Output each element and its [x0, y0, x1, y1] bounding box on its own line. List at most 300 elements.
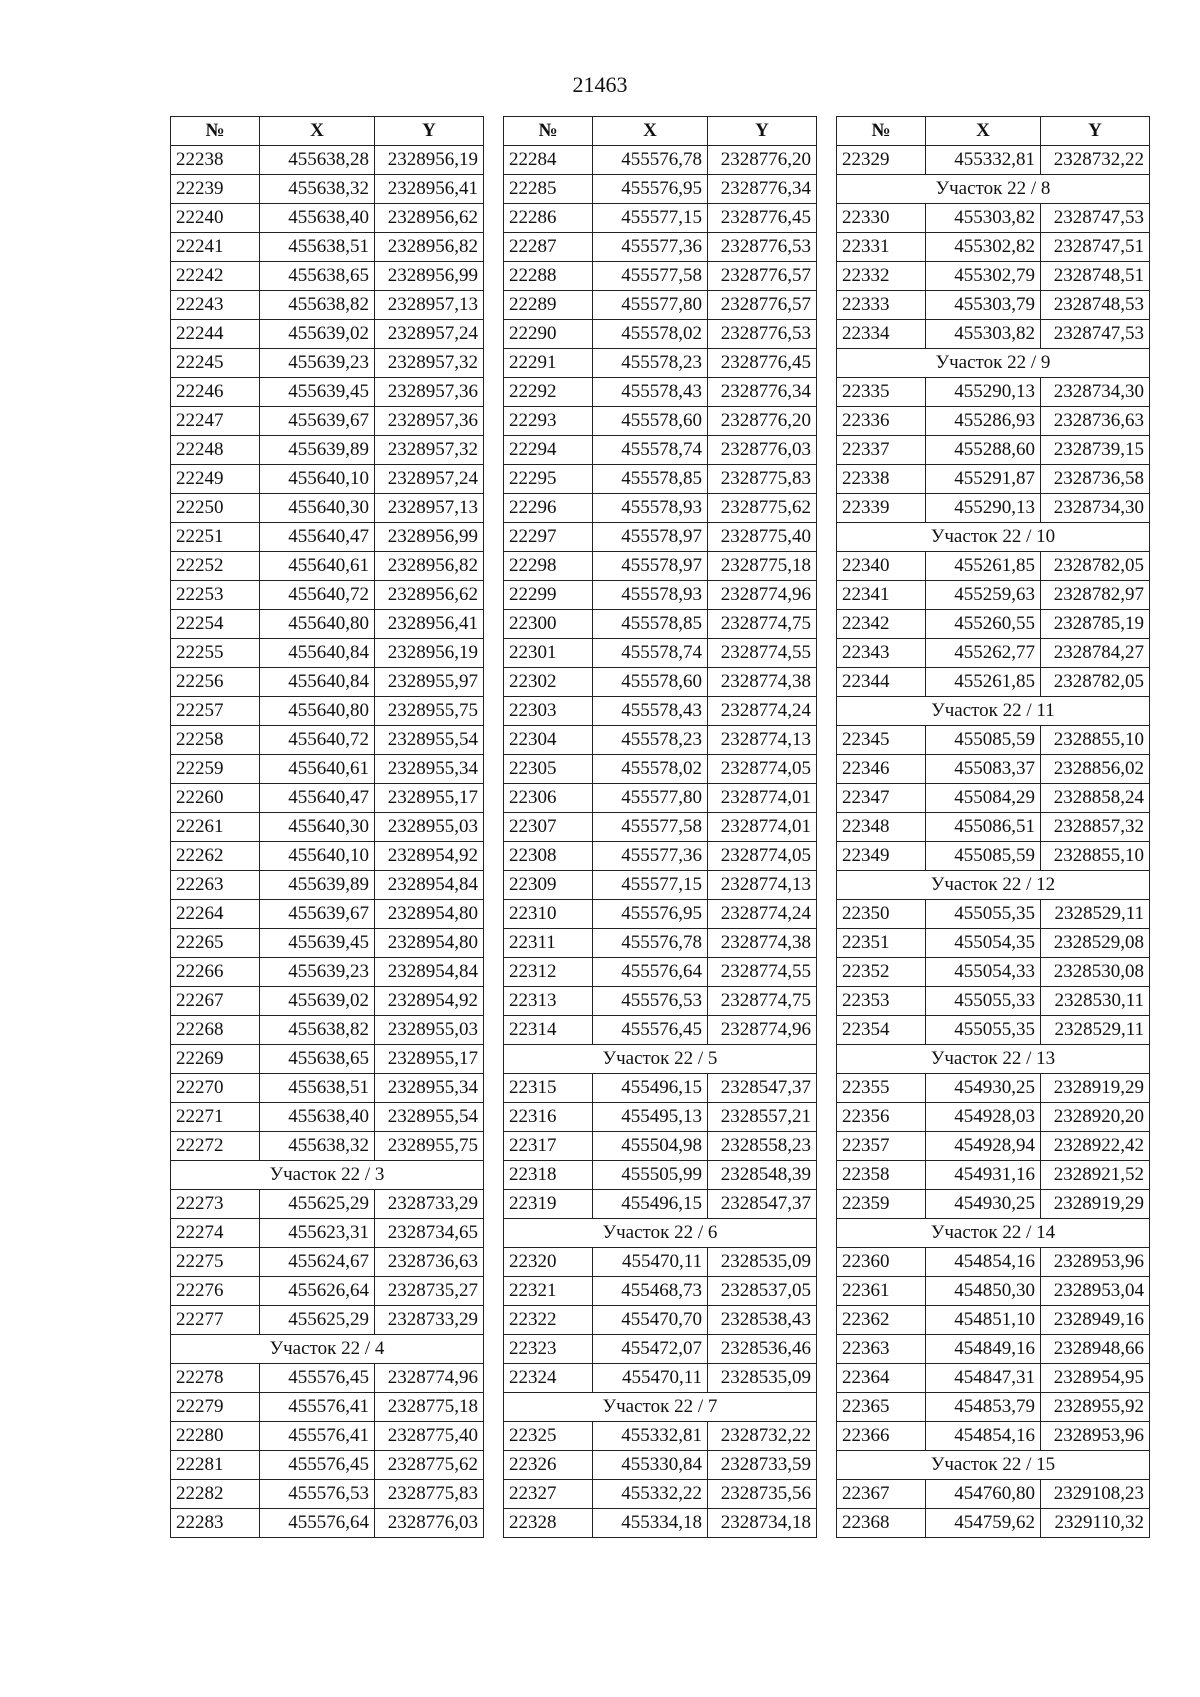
table-row [837, 668, 1150, 697]
table-row [171, 842, 484, 871]
y-coordinate: 2328953,04 [1041, 1277, 1150, 1306]
table-row [504, 639, 817, 668]
table-row [504, 784, 817, 813]
table-row [837, 639, 1150, 668]
table-row [504, 1074, 817, 1103]
y-coordinate: 2328955,03 [375, 1016, 484, 1045]
y-coordinate: 2328774,01 [708, 784, 817, 813]
x-coordinate: 455577,36 [593, 233, 708, 262]
y-coordinate: 2328776,34 [708, 378, 817, 407]
table-row [171, 1103, 484, 1132]
x-coordinate: 455086,51 [926, 813, 1041, 842]
y-coordinate: 2328955,17 [375, 784, 484, 813]
y-coordinate: 2328776,45 [708, 204, 817, 233]
x-coordinate: 455623,31 [260, 1219, 375, 1248]
y-coordinate: 2328747,53 [1041, 204, 1150, 233]
point-number: 22271 [171, 1103, 260, 1132]
table-row [504, 1509, 817, 1538]
y-coordinate: 2328857,32 [1041, 813, 1150, 842]
section-row [504, 1045, 817, 1074]
x-coordinate: 455640,72 [260, 581, 375, 610]
point-number: 22266 [171, 958, 260, 987]
table-row [171, 958, 484, 987]
table-row [171, 1306, 484, 1335]
point-number: 22258 [171, 726, 260, 755]
table-row [171, 436, 484, 465]
point-number: 22338 [837, 465, 926, 494]
y-coordinate: 2328774,55 [708, 958, 817, 987]
table-row [837, 1393, 1150, 1422]
table-row [504, 1451, 817, 1480]
table-row [837, 407, 1150, 436]
y-coordinate: 2328920,20 [1041, 1103, 1150, 1132]
y-coordinate: 2328956,19 [375, 146, 484, 175]
x-coordinate: 455640,10 [260, 465, 375, 494]
y-coordinate: 2328954,84 [375, 871, 484, 900]
point-number: 22360 [837, 1248, 926, 1277]
y-coordinate: 2328955,34 [375, 1074, 484, 1103]
table-row [504, 1161, 817, 1190]
x-coordinate: 455625,29 [260, 1190, 375, 1219]
x-coordinate: 455290,13 [926, 494, 1041, 523]
x-coordinate: 455576,41 [260, 1422, 375, 1451]
y-coordinate: 2328955,97 [375, 668, 484, 697]
point-number: 22330 [837, 204, 926, 233]
header-y: Y [1041, 117, 1150, 146]
x-coordinate: 455302,82 [926, 233, 1041, 262]
table-row [504, 610, 817, 639]
table-row [837, 726, 1150, 755]
x-coordinate: 455578,60 [593, 407, 708, 436]
header-y: Y [375, 117, 484, 146]
coordinates-table [836, 116, 1150, 1538]
y-coordinate: 2328776,34 [708, 175, 817, 204]
point-number: 22315 [504, 1074, 593, 1103]
point-number: 22279 [171, 1393, 260, 1422]
section-row [504, 1393, 817, 1422]
x-coordinate: 455302,79 [926, 262, 1041, 291]
x-coordinate: 455470,11 [593, 1248, 708, 1277]
y-coordinate: 2328774,96 [708, 1016, 817, 1045]
point-number: 22296 [504, 494, 593, 523]
y-coordinate: 2328775,40 [375, 1422, 484, 1451]
point-number: 22262 [171, 842, 260, 871]
y-coordinate: 2328922,42 [1041, 1132, 1150, 1161]
y-coordinate: 2328776,53 [708, 233, 817, 262]
y-coordinate: 2328776,03 [375, 1509, 484, 1538]
point-number: 22295 [504, 465, 593, 494]
x-coordinate: 454849,16 [926, 1335, 1041, 1364]
table-row [837, 320, 1150, 349]
x-coordinate: 455577,58 [593, 813, 708, 842]
section-row [837, 523, 1150, 552]
x-coordinate: 455468,73 [593, 1277, 708, 1306]
point-number: 22240 [171, 204, 260, 233]
x-coordinate: 454759,62 [926, 1509, 1041, 1538]
table-row [504, 668, 817, 697]
table-row [504, 697, 817, 726]
y-coordinate: 2328955,03 [375, 813, 484, 842]
x-coordinate: 455577,15 [593, 204, 708, 233]
point-number: 22317 [504, 1132, 593, 1161]
x-coordinate: 455640,61 [260, 755, 375, 784]
table-row [504, 755, 817, 784]
point-number: 22318 [504, 1161, 593, 1190]
y-coordinate: 2328557,21 [708, 1103, 817, 1132]
point-number: 22289 [504, 291, 593, 320]
x-coordinate: 455290,13 [926, 378, 1041, 407]
point-number: 22331 [837, 233, 926, 262]
y-coordinate: 2328775,83 [375, 1480, 484, 1509]
header-x: X [593, 117, 708, 146]
table-row [171, 1074, 484, 1103]
y-coordinate: 2329110,32 [1041, 1509, 1150, 1538]
x-coordinate: 455054,35 [926, 929, 1041, 958]
point-number: 22268 [171, 1016, 260, 1045]
point-number: 22286 [504, 204, 593, 233]
y-coordinate: 2328949,16 [1041, 1306, 1150, 1335]
y-coordinate: 2328734,18 [708, 1509, 817, 1538]
table-row [171, 987, 484, 1016]
table-row [837, 378, 1150, 407]
x-coordinate: 455576,53 [593, 987, 708, 1016]
x-coordinate: 455496,15 [593, 1190, 708, 1219]
point-number: 22269 [171, 1045, 260, 1074]
table-row [171, 1248, 484, 1277]
table-row [504, 813, 817, 842]
table-row [837, 929, 1150, 958]
section-title: Участок 22 / 9 [837, 349, 1150, 378]
x-coordinate: 455578,60 [593, 668, 708, 697]
section-row [504, 1219, 817, 1248]
table-row [504, 291, 817, 320]
point-number: 22350 [837, 900, 926, 929]
table-row [504, 465, 817, 494]
x-coordinate: 454850,30 [926, 1277, 1041, 1306]
table-row [504, 1248, 817, 1277]
y-coordinate: 2328956,82 [375, 552, 484, 581]
section-title: Участок 22 / 13 [837, 1045, 1150, 1074]
point-number: 22255 [171, 639, 260, 668]
point-number: 22283 [171, 1509, 260, 1538]
point-number: 22305 [504, 755, 593, 784]
y-coordinate: 2328955,75 [375, 1132, 484, 1161]
table-row [171, 523, 484, 552]
x-coordinate: 454853,79 [926, 1393, 1041, 1422]
x-coordinate: 455640,61 [260, 552, 375, 581]
point-number: 22325 [504, 1422, 593, 1451]
y-coordinate: 2328774,38 [708, 929, 817, 958]
y-coordinate: 2328529,11 [1041, 900, 1150, 929]
x-coordinate: 455578,02 [593, 320, 708, 349]
section-row [837, 871, 1150, 900]
table-row [504, 407, 817, 436]
y-coordinate: 2328736,63 [375, 1248, 484, 1277]
x-coordinate: 455638,32 [260, 175, 375, 204]
point-number: 22280 [171, 1422, 260, 1451]
x-coordinate: 455260,55 [926, 610, 1041, 639]
table-row [171, 697, 484, 726]
x-coordinate: 455261,85 [926, 552, 1041, 581]
y-coordinate: 2328536,46 [708, 1335, 817, 1364]
point-number: 22348 [837, 813, 926, 842]
table-row [504, 842, 817, 871]
x-coordinate: 454854,16 [926, 1248, 1041, 1277]
table-row [504, 900, 817, 929]
x-coordinate: 455055,35 [926, 900, 1041, 929]
y-coordinate: 2328957,32 [375, 349, 484, 378]
table-row [504, 552, 817, 581]
table-row [504, 436, 817, 465]
table-row [837, 233, 1150, 262]
point-number: 22367 [837, 1480, 926, 1509]
point-number: 22249 [171, 465, 260, 494]
point-number: 22251 [171, 523, 260, 552]
point-number: 22316 [504, 1103, 593, 1132]
table-row [171, 1045, 484, 1074]
x-coordinate: 455332,81 [593, 1422, 708, 1451]
x-coordinate: 455084,29 [926, 784, 1041, 813]
point-number: 22356 [837, 1103, 926, 1132]
x-coordinate: 455578,93 [593, 494, 708, 523]
table-row [504, 726, 817, 755]
y-coordinate: 2328774,13 [708, 726, 817, 755]
y-coordinate: 2328957,32 [375, 436, 484, 465]
point-number: 22281 [171, 1451, 260, 1480]
point-number: 22291 [504, 349, 593, 378]
table-row [837, 262, 1150, 291]
point-number: 22285 [504, 175, 593, 204]
x-coordinate: 455496,15 [593, 1074, 708, 1103]
y-coordinate: 2328774,96 [375, 1364, 484, 1393]
x-coordinate: 455638,51 [260, 1074, 375, 1103]
table-header-row [837, 117, 1150, 146]
point-number: 22257 [171, 697, 260, 726]
x-coordinate: 455303,82 [926, 204, 1041, 233]
y-coordinate: 2328956,82 [375, 233, 484, 262]
y-coordinate: 2328782,97 [1041, 581, 1150, 610]
x-coordinate: 455577,80 [593, 784, 708, 813]
point-number: 22307 [504, 813, 593, 842]
table-row [504, 581, 817, 610]
x-coordinate: 455577,80 [593, 291, 708, 320]
x-coordinate: 455578,74 [593, 436, 708, 465]
x-coordinate: 455576,78 [593, 146, 708, 175]
point-number: 22254 [171, 610, 260, 639]
section-row [837, 697, 1150, 726]
point-number: 22267 [171, 987, 260, 1016]
x-coordinate: 455332,81 [926, 146, 1041, 175]
y-coordinate: 2328855,10 [1041, 842, 1150, 871]
table-row [837, 552, 1150, 581]
y-coordinate: 2328736,63 [1041, 407, 1150, 436]
y-coordinate: 2328775,62 [375, 1451, 484, 1480]
x-coordinate: 455625,29 [260, 1306, 375, 1335]
x-coordinate: 455638,51 [260, 233, 375, 262]
x-coordinate: 455495,13 [593, 1103, 708, 1132]
y-coordinate: 2328774,75 [708, 987, 817, 1016]
table-row [171, 668, 484, 697]
x-coordinate: 455259,63 [926, 581, 1041, 610]
table-row [171, 929, 484, 958]
table-row [504, 1103, 817, 1132]
point-number: 22313 [504, 987, 593, 1016]
table-row [837, 291, 1150, 320]
table-row [504, 378, 817, 407]
header-number: № [837, 117, 926, 146]
x-coordinate: 454928,94 [926, 1132, 1041, 1161]
table-row [171, 1480, 484, 1509]
y-coordinate: 2328954,80 [375, 900, 484, 929]
section-title: Участок 22 / 4 [171, 1335, 484, 1364]
point-number: 22274 [171, 1219, 260, 1248]
x-coordinate: 455638,65 [260, 262, 375, 291]
point-number: 22308 [504, 842, 593, 871]
x-coordinate: 455638,40 [260, 1103, 375, 1132]
point-number: 22333 [837, 291, 926, 320]
y-coordinate: 2328957,36 [375, 378, 484, 407]
y-coordinate: 2328535,09 [708, 1248, 817, 1277]
point-number: 22282 [171, 1480, 260, 1509]
point-number: 22276 [171, 1277, 260, 1306]
point-number: 22272 [171, 1132, 260, 1161]
point-number: 22354 [837, 1016, 926, 1045]
table-row [171, 726, 484, 755]
x-coordinate: 455638,82 [260, 291, 375, 320]
x-coordinate: 455638,40 [260, 204, 375, 233]
point-number: 22363 [837, 1335, 926, 1364]
y-coordinate: 2328776,20 [708, 146, 817, 175]
y-coordinate: 2328733,59 [708, 1451, 817, 1480]
point-number: 22355 [837, 1074, 926, 1103]
table-row [504, 233, 817, 262]
table-row [171, 900, 484, 929]
x-coordinate: 455624,67 [260, 1248, 375, 1277]
y-coordinate: 2328774,75 [708, 610, 817, 639]
point-number: 22336 [837, 407, 926, 436]
x-coordinate: 455291,87 [926, 465, 1041, 494]
y-coordinate: 2328775,18 [708, 552, 817, 581]
y-coordinate: 2328956,99 [375, 262, 484, 291]
point-number: 22290 [504, 320, 593, 349]
table-row [837, 755, 1150, 784]
point-number: 22344 [837, 668, 926, 697]
y-coordinate: 2328776,03 [708, 436, 817, 465]
table-row [504, 958, 817, 987]
x-coordinate: 455576,45 [593, 1016, 708, 1045]
y-coordinate: 2328956,62 [375, 581, 484, 610]
table-row [504, 204, 817, 233]
y-coordinate: 2328955,75 [375, 697, 484, 726]
point-number: 22260 [171, 784, 260, 813]
table-row [837, 581, 1150, 610]
point-number: 22259 [171, 755, 260, 784]
x-coordinate: 455576,95 [593, 175, 708, 204]
table-row [837, 900, 1150, 929]
y-coordinate: 2328748,53 [1041, 291, 1150, 320]
x-coordinate: 455639,45 [260, 378, 375, 407]
point-number: 22327 [504, 1480, 593, 1509]
table-row [837, 813, 1150, 842]
point-number: 22323 [504, 1335, 593, 1364]
table-row [504, 871, 817, 900]
x-coordinate: 455576,53 [260, 1480, 375, 1509]
y-coordinate: 2328956,41 [375, 175, 484, 204]
point-number: 22368 [837, 1509, 926, 1538]
section-title: Участок 22 / 6 [504, 1219, 817, 1248]
x-coordinate: 455578,97 [593, 552, 708, 581]
y-coordinate: 2328774,38 [708, 668, 817, 697]
y-coordinate: 2328784,27 [1041, 639, 1150, 668]
x-coordinate: 454847,31 [926, 1364, 1041, 1393]
point-number: 22351 [837, 929, 926, 958]
table-row [504, 987, 817, 1016]
y-coordinate: 2328548,39 [708, 1161, 817, 1190]
y-coordinate: 2328957,36 [375, 407, 484, 436]
y-coordinate: 2328957,13 [375, 291, 484, 320]
y-coordinate: 2328739,15 [1041, 436, 1150, 465]
y-coordinate: 2328776,57 [708, 262, 817, 291]
table-row [837, 1509, 1150, 1538]
point-number: 22328 [504, 1509, 593, 1538]
table-row [171, 320, 484, 349]
point-number: 22299 [504, 581, 593, 610]
y-coordinate: 2328919,29 [1041, 1190, 1150, 1219]
point-number: 22358 [837, 1161, 926, 1190]
y-coordinate: 2328736,58 [1041, 465, 1150, 494]
point-number: 22326 [504, 1451, 593, 1480]
y-coordinate: 2328954,95 [1041, 1364, 1150, 1393]
x-coordinate: 455576,95 [593, 900, 708, 929]
x-coordinate: 455334,18 [593, 1509, 708, 1538]
point-number: 22309 [504, 871, 593, 900]
y-coordinate: 2328955,17 [375, 1045, 484, 1074]
x-coordinate: 455638,28 [260, 146, 375, 175]
x-coordinate: 455640,47 [260, 784, 375, 813]
y-coordinate: 2328547,37 [708, 1074, 817, 1103]
y-coordinate: 2328855,10 [1041, 726, 1150, 755]
x-coordinate: 455640,10 [260, 842, 375, 871]
section-row [837, 1045, 1150, 1074]
header-number: № [504, 117, 593, 146]
table-row [504, 1422, 817, 1451]
y-coordinate: 2328954,84 [375, 958, 484, 987]
point-number: 22304 [504, 726, 593, 755]
table-row [171, 871, 484, 900]
x-coordinate: 454930,25 [926, 1190, 1041, 1219]
point-number: 22345 [837, 726, 926, 755]
table-row [837, 436, 1150, 465]
y-coordinate: 2328547,37 [708, 1190, 817, 1219]
y-coordinate: 2328953,96 [1041, 1422, 1150, 1451]
table-row [837, 1422, 1150, 1451]
point-number: 22261 [171, 813, 260, 842]
x-coordinate: 455639,89 [260, 436, 375, 465]
x-coordinate: 455578,23 [593, 349, 708, 378]
point-number: 22263 [171, 871, 260, 900]
y-coordinate: 2328957,24 [375, 465, 484, 494]
x-coordinate: 455639,89 [260, 871, 375, 900]
header-y: Y [708, 117, 817, 146]
x-coordinate: 455055,33 [926, 987, 1041, 1016]
point-number: 22243 [171, 291, 260, 320]
table-row [504, 1335, 817, 1364]
table-row [171, 813, 484, 842]
x-coordinate: 455578,97 [593, 523, 708, 552]
table-row [837, 1074, 1150, 1103]
section-title: Участок 22 / 14 [837, 1219, 1150, 1248]
point-number: 22303 [504, 697, 593, 726]
